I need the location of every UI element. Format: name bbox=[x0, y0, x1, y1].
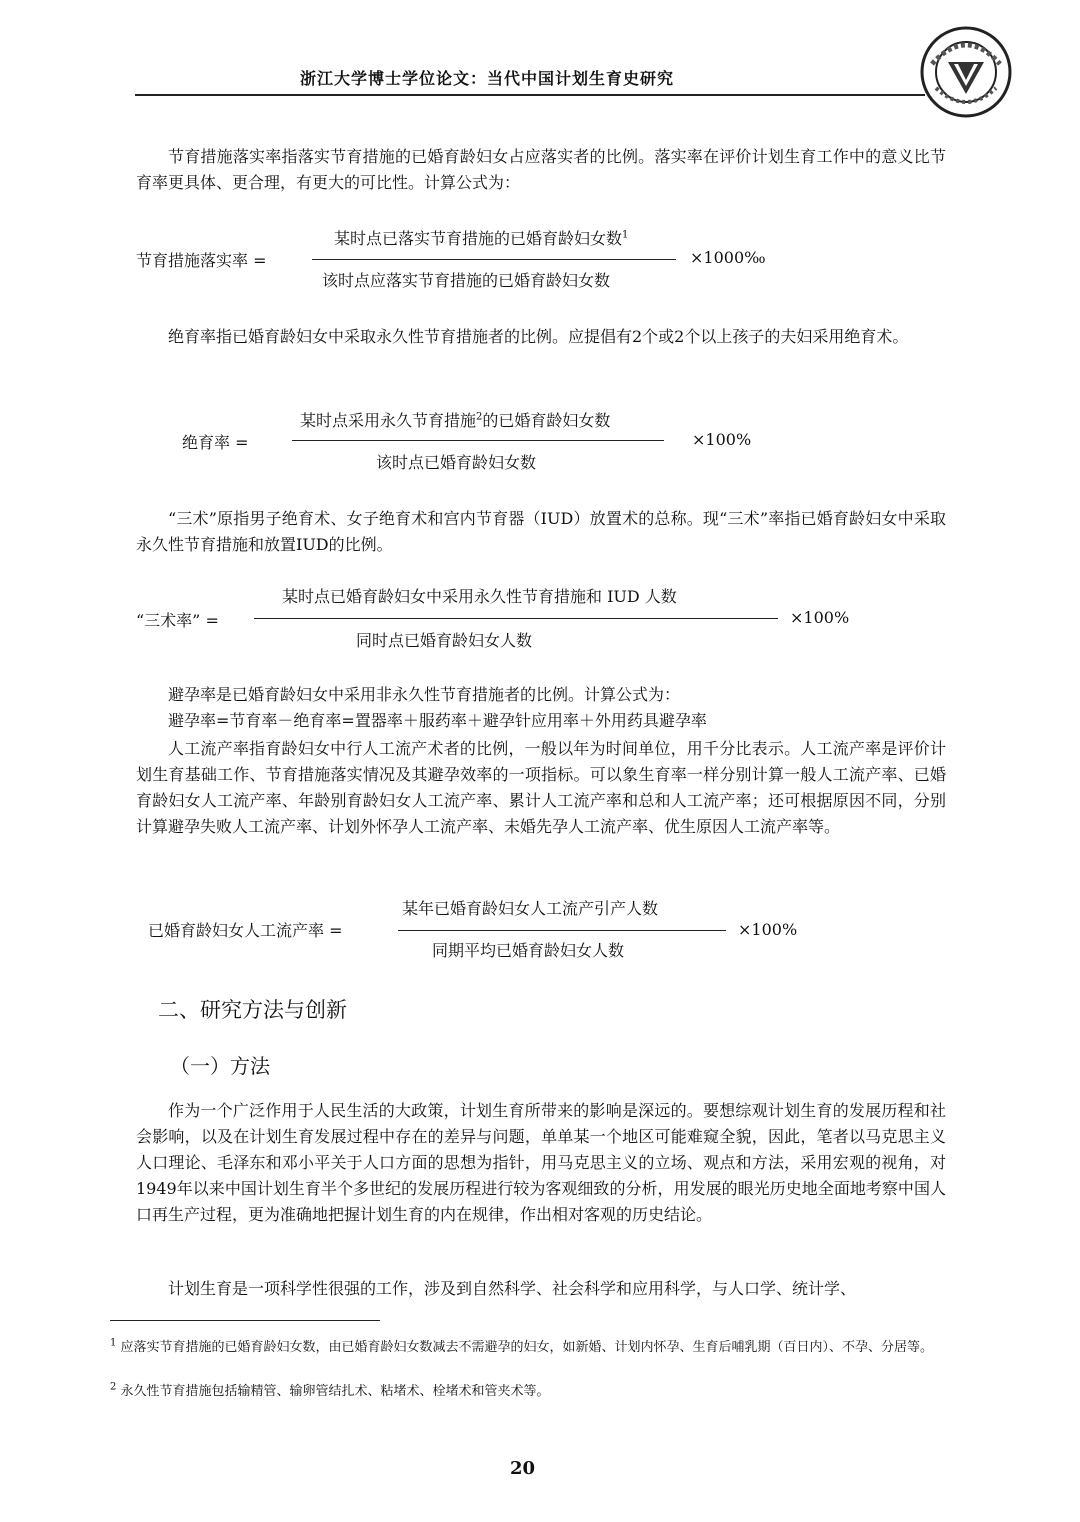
formula-2-fraction-line bbox=[292, 440, 664, 441]
formula-2-label: 绝育率 = bbox=[182, 433, 249, 452]
footnote-2: $^2$ 永久性节育措施包括输精管、输卵管结扎术、粘堵术、栓堵术和管夹术等。 bbox=[110, 1381, 550, 1399]
formula-1-denominator: 该时点应落实节育措施的已婚育龄妇女数 bbox=[322, 271, 611, 290]
formula-1-numerator: 某时点已落实节育措施的已婚育龄妇女数$^1$ bbox=[334, 229, 629, 248]
paragraph-three-surgeries: “三术”原指男子绝育术、女子绝育术和宫内节育器（IUD）放置术的总称。现“三术”率指已婚育龄妇女中采取永久性节育措施和放置IUD的比例。 bbox=[136, 509, 946, 554]
formula-3-multiplier: ×100% bbox=[790, 608, 850, 627]
formula-4-label: 已婚育龄妇女人工流产率 = bbox=[148, 921, 343, 940]
paragraph-contraception-rate: 避孕率是已婚育龄妇女中采用非永久性节育措施者的比例。计算公式为： 避孕率=节育率－绝育率=置器率＋服药率＋避孕针应用率＋外用药具避孕率 bbox=[168, 685, 707, 730]
paragraph-implementation-rate: 节育措施落实率指落实节育措施的已婚育龄妇女占应落实者的比例。落实率在评价计划生育工作中的意义比节育率更具体、更合理，有更大的可比性。计算公式为： bbox=[136, 147, 946, 192]
running-header: 浙江大学博士学位论文：当代中国计划生育史研究 bbox=[300, 69, 675, 88]
formula-2-numerator: 某时点采用永久节育措施$^2$的已婚育龄妇女数 bbox=[300, 411, 611, 430]
paragraph-abortion-rate: 人工流产率指育龄妇女中行人工流产术者的比例，一般以年为时间单位，用千分比表示。人工流产率是评价计划生育基础工作、节育措施落实情况及其避孕效率的一项指标。可以象生育率一样分别计算一般人工流产率、已婚育龄妇女人工流产率、年龄别育龄妇女人工流产率、累计人工流产率和总和人工流产率；还可根据原因不同，分别计算避孕失败人工流产率、计划外怀孕人工流产率、未婚先孕人工流产率、优生原因人工流产率等。 bbox=[136, 739, 946, 836]
formula-3-fraction-line bbox=[254, 618, 778, 619]
formula-4-denominator: 同期平均已婚育龄妇女人数 bbox=[432, 941, 625, 960]
header-rule bbox=[135, 94, 925, 96]
formula-1-fraction-line bbox=[312, 259, 676, 260]
formula-3-numerator: 某时点已婚育龄妇女中采用永久性节育措施和 IUD 人数 bbox=[282, 587, 677, 606]
formula-4-multiplier: ×100% bbox=[738, 920, 798, 939]
formula-2-multiplier: ×100% bbox=[692, 430, 752, 449]
section-heading: 二、研究方法与创新 bbox=[158, 998, 347, 1022]
footnote-rule bbox=[110, 1320, 380, 1321]
subsection-heading: （一）方法 bbox=[170, 1054, 270, 1078]
paragraph-science: 计划生育是一项科学性很强的工作，涉及到自然科学、社会科学和应用科学，与人口学、统计学、 bbox=[168, 1279, 857, 1298]
formula-3-denominator: 同时点已婚育龄妇女人数 bbox=[356, 631, 533, 650]
page-number: 20 bbox=[510, 1458, 536, 1479]
paragraph-method: 作为一个广泛作用于人民生活的大政策，计划生育所带来的影响是深远的。要想综观计划生育的发展历程和社会影响，以及在计划生育发展过程中存在的差异与问题，单单某一个地区可能难窥全貌，因此，笔者以马克思主义人口理论、毛泽东和邓小平关于人口方面的思想为指针，用马克思主义的立场、观点和方法，采用宏观的视角，对1949年以来中国计划生育半个多世纪的发展历程进行较为客观细致的分析，用发展的眼光历史地全面地考察中国人口再生产过程，更为准确地把握计划生育的内在规律，作出相对客观的历史结论。 bbox=[136, 1101, 946, 1224]
university-seal-icon bbox=[918, 24, 1014, 120]
footnote-1: $^1$ 应落实节育措施的已婚育龄妇女数，由已婚育龄妇女数减去不需避孕的妇女，如新婚、计划内怀孕、生育后哺乳期（百日内）、不孕、分居等。 bbox=[110, 1337, 934, 1355]
formula-1-multiplier: ×1000‰ bbox=[690, 248, 766, 267]
formula-1-label: 节育措施落实率 = bbox=[136, 251, 267, 270]
formula-3-label: “三术率” = bbox=[136, 611, 219, 630]
paragraph-sterilization-rate: 绝育率指已婚育龄妇女中采取永久性节育措施者的比例。应提倡有2个或2个以上孩子的夫妇采用绝育术。 bbox=[168, 327, 909, 346]
formula-2-denominator: 该时点已婚育龄妇女数 bbox=[376, 453, 537, 472]
formula-4-fraction-line bbox=[398, 930, 726, 931]
formula-4-numerator: 某年已婚育龄妇女人工流产引产人数 bbox=[402, 899, 659, 918]
